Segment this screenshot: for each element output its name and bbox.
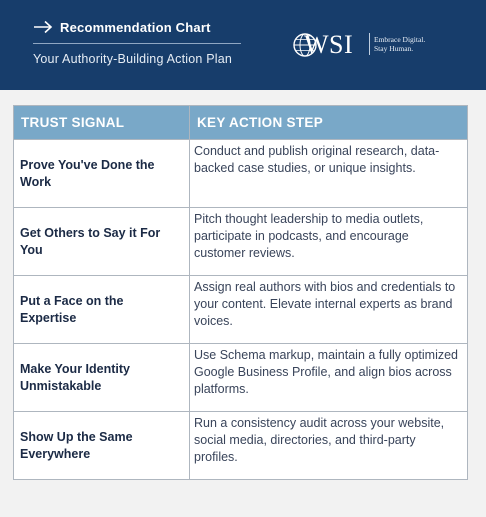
arrow-right-icon	[33, 20, 53, 34]
action-step-cell: Use Schema markup, maintain a fully optimized Google Business Profile, and align bios across platforms.	[190, 344, 468, 412]
trust-signal-cell: Make Your Identity Unmistakable	[14, 344, 190, 412]
trust-signal-cell: Put a Face on the Expertise	[14, 276, 190, 344]
header-banner	[0, 0, 486, 90]
logo-tagline-line: Embrace Digital.	[374, 35, 426, 44]
recommendation-table	[13, 105, 468, 480]
trust-signal-cell: Get Others to Say it For You	[14, 208, 190, 276]
table-row	[14, 208, 468, 276]
trust-signal-cell: Show Up the Same Everywhere	[14, 412, 190, 480]
wsi-logo	[292, 30, 442, 64]
action-step-cell: Pitch thought leadership to media outlets, participate in podcasts, and encourage customer reviews.	[190, 208, 468, 276]
table-row	[14, 140, 468, 208]
logo-wordmark: WSI	[304, 30, 354, 59]
action-step-cell: Assign real authors with bios and credentials to your content. Elevate internal experts as brand voices.	[190, 276, 468, 344]
trust-signal-cell: Prove You've Done the Work	[14, 140, 190, 208]
table-row	[14, 412, 468, 480]
table-header-row	[14, 106, 468, 140]
logo-divider	[369, 33, 370, 55]
column-header-key-action: KEY ACTION STEP	[190, 106, 468, 140]
logo-tagline-line: Stay Human.	[374, 44, 414, 53]
header-subtitle: Your Authority-Building Action Plan	[33, 52, 233, 66]
table-row	[14, 344, 468, 412]
table-row	[14, 276, 468, 344]
column-header-trust-signal: TRUST SIGNAL	[14, 106, 190, 140]
action-step-cell: Run a consistency audit across your website, social media, directories, and third-party profiles.	[190, 412, 468, 480]
header-title: Recommendation Chart	[60, 20, 211, 35]
header-divider	[33, 43, 241, 44]
logo-tagline	[374, 35, 444, 53]
action-step-cell: Conduct and publish original research, data-backed case studies, or unique insights.	[190, 140, 468, 208]
